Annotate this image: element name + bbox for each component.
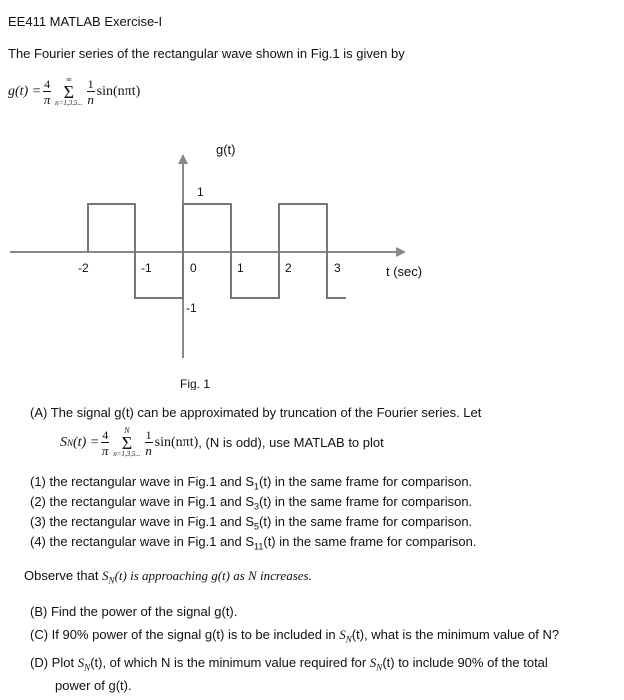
formula-term-den: n	[87, 91, 94, 107]
sn-frac-den: π	[101, 442, 109, 458]
list-item: (2) the rectangular wave in Fig.1 and $S_3(t)$ in the same frame for comparison.	[30, 494, 473, 512]
page-title: EE411 MATLAB Exercise-I	[8, 14, 163, 29]
sn-func: sin(nπt)	[154, 434, 199, 450]
formula-func: sin(nπt)	[96, 83, 141, 99]
sn-tail: , (N is odd), use MATLAB to plot	[198, 435, 384, 450]
figure-caption: Fig. 1	[180, 377, 211, 390]
x-tick-label: 2	[285, 261, 292, 275]
part-a-intro: (A) The signal g(t) can be approximated by truncation of the Fourier series. Let	[30, 405, 482, 420]
formula-term-num: 1	[87, 76, 94, 91]
x-tick-label: -2	[78, 261, 89, 275]
sn-sum-bottom: n=1,3,5...	[113, 450, 141, 458]
sn-subscript: N	[67, 437, 74, 448]
g-axis-arrow-icon	[178, 154, 188, 164]
formula-frac-den: π	[43, 91, 51, 107]
plot-task-list	[30, 472, 477, 552]
sn-summation-sign: Σ	[121, 433, 133, 453]
list-item: (3) the rectangular wave in Fig.1 and $S_5(t)$ in the same frame for comparison.	[30, 514, 473, 532]
sn-term-den: n	[145, 442, 152, 458]
sn-lhs-rest: (t) =	[73, 434, 100, 450]
y-high-label: 1	[197, 185, 204, 199]
list-item: (4) the rectangular wave in Fig.1 and $S_{11}(t)$ in the same frame for comparison.	[30, 534, 477, 552]
sn-sum-top: N	[124, 426, 130, 435]
x-tick-label: 0	[190, 261, 197, 275]
formula-frac-num: 4	[44, 76, 51, 91]
part-c: (C) If 90% power of the signal g(t) is to be included in $S_N(t)$, what is the minimum value of N?	[30, 627, 560, 645]
intro-text: The Fourier series of the rectangular wave shown in Fig.1 is given by	[8, 46, 405, 61]
t-axis-label: t (sec)	[386, 264, 423, 279]
formula-sum-top: ∞	[66, 75, 72, 84]
x-tick-label: 3	[334, 261, 341, 275]
x-tick-label: -1	[141, 261, 152, 275]
summation-sign: Σ	[63, 82, 75, 102]
part-d: (D) Plot $S_N(t)$, of which N is the minimum value required for $S_N(t)$ to include 90% of the total	[30, 655, 548, 673]
list-item: (1) the rectangular wave in Fig.1 and $S_1(t)$ in the same frame for comparison.	[30, 474, 473, 492]
sn-term-num: 1	[145, 427, 152, 442]
partial-sum-formula	[60, 427, 384, 458]
plot-title: g(t)	[216, 142, 236, 157]
figure-1	[0, 140, 624, 390]
formula-sum-bottom: n=1,3,5...	[55, 99, 83, 107]
y-low-label: -1	[186, 301, 197, 315]
t-axis-arrow-icon	[396, 247, 406, 257]
sn-frac-num: 4	[102, 427, 109, 442]
x-tick-label: 1	[237, 261, 244, 275]
part-b: (B) Find the power of the signal g(t).	[30, 604, 238, 619]
part-d-line2: power of g(t).	[55, 678, 132, 693]
observe-text: Observe that $S_N(t)$ is approaching g(t) as N increases.	[24, 568, 312, 586]
fourier-series-formula	[8, 76, 140, 107]
formula-lhs: g(t) =	[8, 83, 42, 99]
sn-symbol: S	[60, 434, 67, 450]
